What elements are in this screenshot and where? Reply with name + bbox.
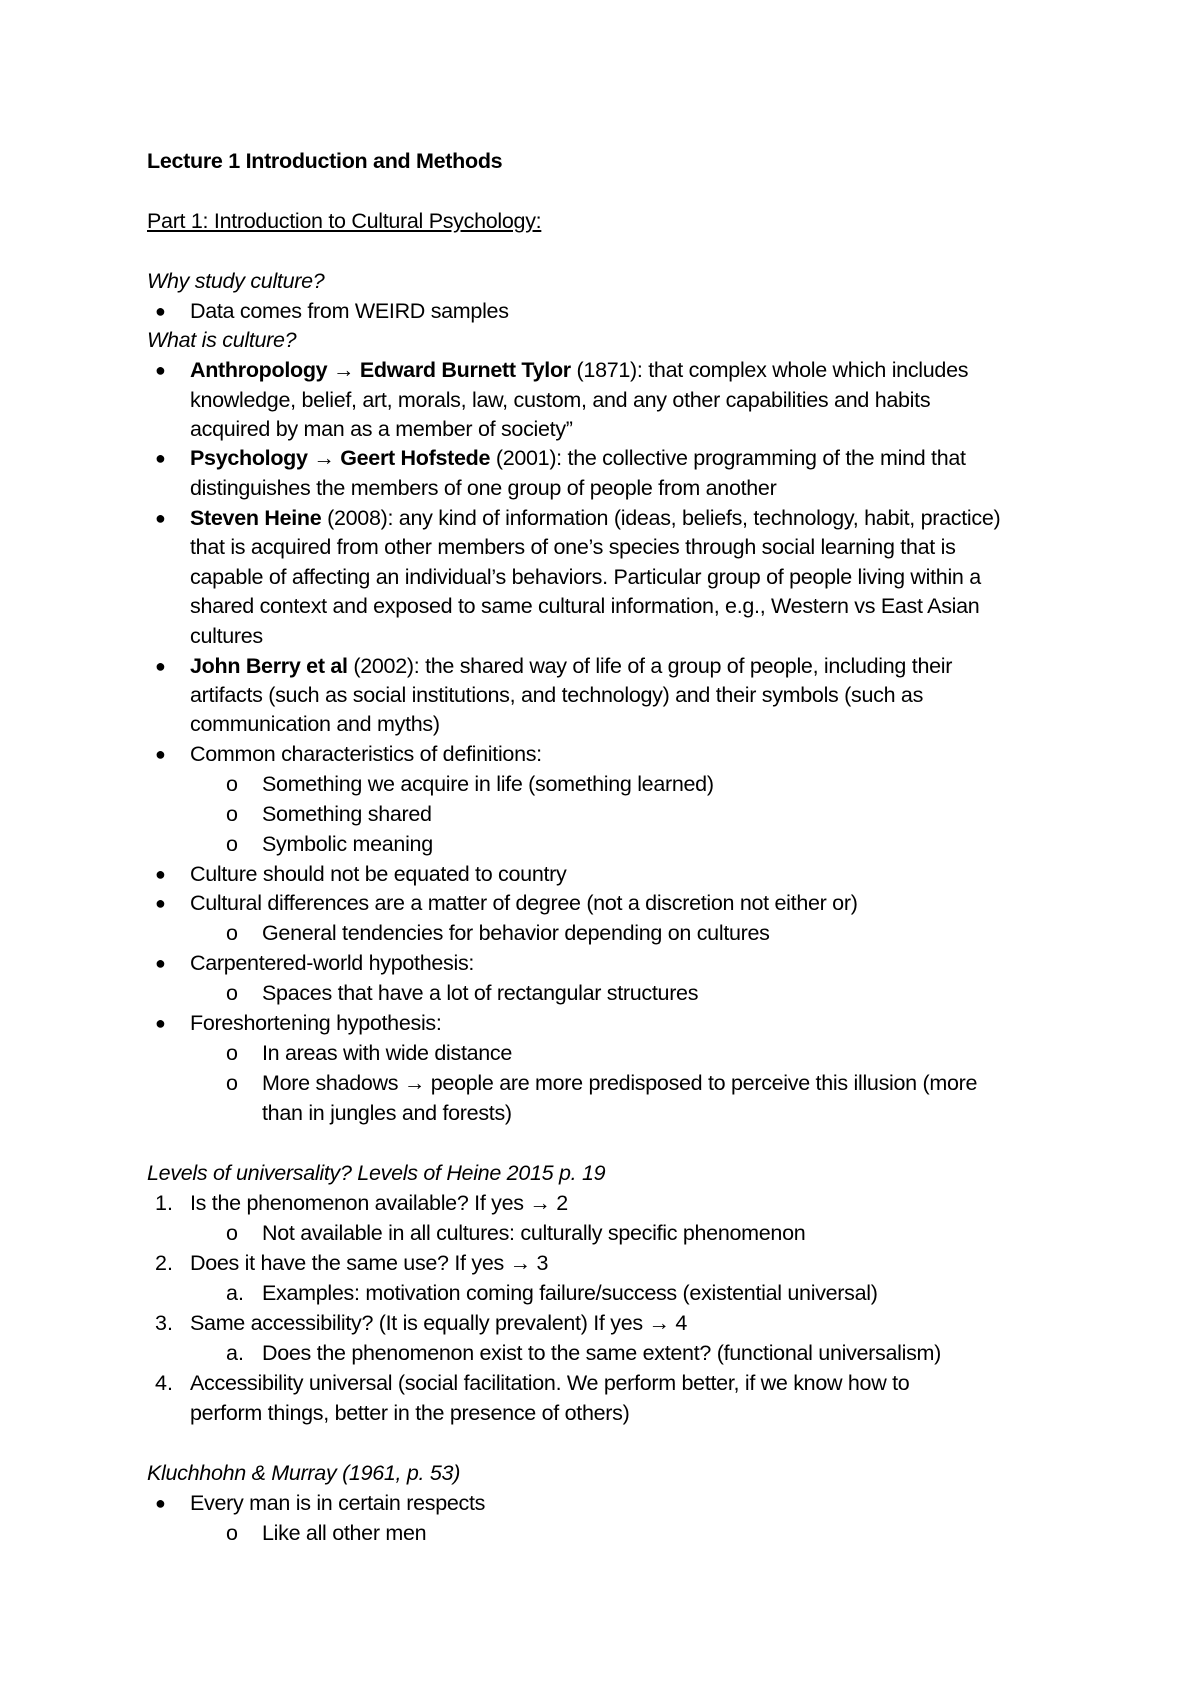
bullet-marker: ●	[155, 448, 166, 468]
common-sub-item: Something shared	[262, 802, 432, 826]
universality-item-1-sub: Not available in all cultures: culturally specific phenomenon	[262, 1221, 806, 1245]
berry-label: John Berry et al	[190, 654, 348, 678]
universality-item-4-line2: perform things, better in the presence of others)	[190, 1401, 630, 1425]
berry-definition	[190, 651, 952, 681]
heine-definition	[190, 503, 1000, 533]
circle-marker: o	[226, 802, 238, 826]
tylor-label: Anthropology → Edward Burnett Tylor	[190, 358, 571, 382]
bullet-marker: ●	[155, 953, 166, 973]
tylor-line3: acquired by man as a member of society”	[190, 417, 573, 441]
common-sub-item: Symbolic meaning	[262, 832, 433, 856]
hofstede-label: Psychology → Geert Hofstede	[190, 446, 491, 470]
universality-item-4: Accessibility universal (social facilitation. We perform better, if we know how to	[190, 1371, 910, 1395]
weird-bullet: Data comes from WEIRD samples	[190, 299, 509, 323]
circle-marker: o	[226, 921, 238, 945]
hofstede-definition	[190, 443, 966, 473]
bullet-marker: ●	[155, 508, 166, 528]
kluckhohn-heading: Kluchhohn & Murray (1961, p. 53)	[147, 1461, 461, 1485]
common-characteristics: Common characteristics of definitions:	[190, 742, 542, 766]
heine-line3: capable of affecting an individual’s behaviors. Particular group of people living within a	[190, 565, 981, 589]
berry-text: (2002): the shared way of life of a group of people, including their	[347, 654, 953, 678]
list-number: 3.	[155, 1311, 173, 1335]
circle-marker: o	[226, 772, 238, 796]
degree-sub-item: General tendencies for behavior depending on cultures	[262, 921, 770, 945]
universality-item-1: Is the phenomenon available? If yes → 2	[190, 1191, 568, 1215]
hofstede-line2: distinguishes the members of one group of people from another	[190, 476, 777, 500]
foreshortening-sub-item: In areas with wide distance	[262, 1041, 513, 1065]
list-number: 1.	[155, 1191, 173, 1215]
bullet-marker: ●	[155, 301, 166, 321]
list-number: 4.	[155, 1371, 173, 1395]
what-is-heading: What is culture?	[147, 328, 297, 352]
circle-marker: o	[226, 1041, 238, 1065]
heine-label: Steven Heine	[190, 506, 322, 530]
why-study-heading: Why study culture?	[147, 269, 325, 293]
heine-line2: that is acquired from other members of one’s species through social learning that is	[190, 535, 956, 559]
part1-heading: Part 1: Introduction to Cultural Psychology:	[147, 209, 542, 233]
circle-marker: o	[226, 1521, 238, 1545]
bullet-marker: ●	[155, 1013, 166, 1033]
foreshortening-sub-item: More shadows → people are more predisposed to perceive this illusion (more	[262, 1071, 978, 1095]
hofstede-text: (2001): the collective programming of the mind that	[490, 446, 966, 470]
country-bullet: Culture should not be equated to country	[190, 862, 567, 886]
universality-heading: Levels of universality? Levels of Heine 2015 p. 19	[147, 1161, 606, 1185]
universality-item-2: Does it have the same use? If yes → 3	[190, 1251, 549, 1275]
carpentered-bullet: Carpentered-world hypothesis:	[190, 951, 475, 975]
universality-item-2-sub: Examples: motivation coming failure/success (existential universal)	[262, 1281, 878, 1305]
bullet-marker: ●	[155, 1493, 166, 1513]
berry-line2: artifacts (such as social institutions, and technology) and their symbols (such as	[190, 683, 924, 707]
list-letter: a.	[226, 1281, 244, 1305]
heine-text: (2008): any kind of information (ideas, beliefs, technology, habit, practice)	[321, 506, 1001, 530]
kluckhohn-bullet: Every man is in certain respects	[190, 1491, 486, 1515]
lecture-title: Lecture 1 Introduction and Methods	[147, 149, 503, 173]
foreshortening-sub-item-line2: than in jungles and forests)	[262, 1101, 512, 1125]
foreshortening-bullet: Foreshortening hypothesis:	[190, 1011, 442, 1035]
common-sub-item: Something we acquire in life (something learned)	[262, 772, 714, 796]
tylor-line2: knowledge, belief, art, morals, law, custom, and any other capabilities and habits	[190, 388, 931, 412]
degree-bullet: Cultural differences are a matter of degree (not a discretion not either or)	[190, 891, 858, 915]
universality-item-3: Same accessibility? (It is equally prevalent) If yes → 4	[190, 1311, 688, 1335]
heine-line4: shared context and exposed to same cultural information, e.g., Western vs East Asian	[190, 594, 980, 618]
bullet-marker: ●	[155, 656, 166, 676]
tylor-definition	[190, 355, 968, 385]
universality-item-3-sub: Does the phenomenon exist to the same extent? (functional universalism)	[262, 1341, 942, 1365]
tylor-text: (1871): that complex whole which includes	[570, 358, 969, 382]
kluckhohn-sub-item: Like all other men	[262, 1521, 427, 1545]
bullet-marker: ●	[155, 864, 166, 884]
list-number: 2.	[155, 1251, 173, 1275]
circle-marker: o	[226, 1221, 238, 1245]
circle-marker: o	[226, 832, 238, 856]
circle-marker: o	[226, 1071, 238, 1095]
circle-marker: o	[226, 981, 238, 1005]
bullet-marker: ●	[155, 893, 166, 913]
bullet-marker: ●	[155, 360, 166, 380]
berry-line3: communication and myths)	[190, 712, 440, 736]
carpentered-sub-item: Spaces that have a lot of rectangular structures	[262, 981, 699, 1005]
list-letter: a.	[226, 1341, 244, 1365]
heine-line5: cultures	[190, 624, 263, 648]
bullet-marker: ●	[155, 744, 166, 764]
